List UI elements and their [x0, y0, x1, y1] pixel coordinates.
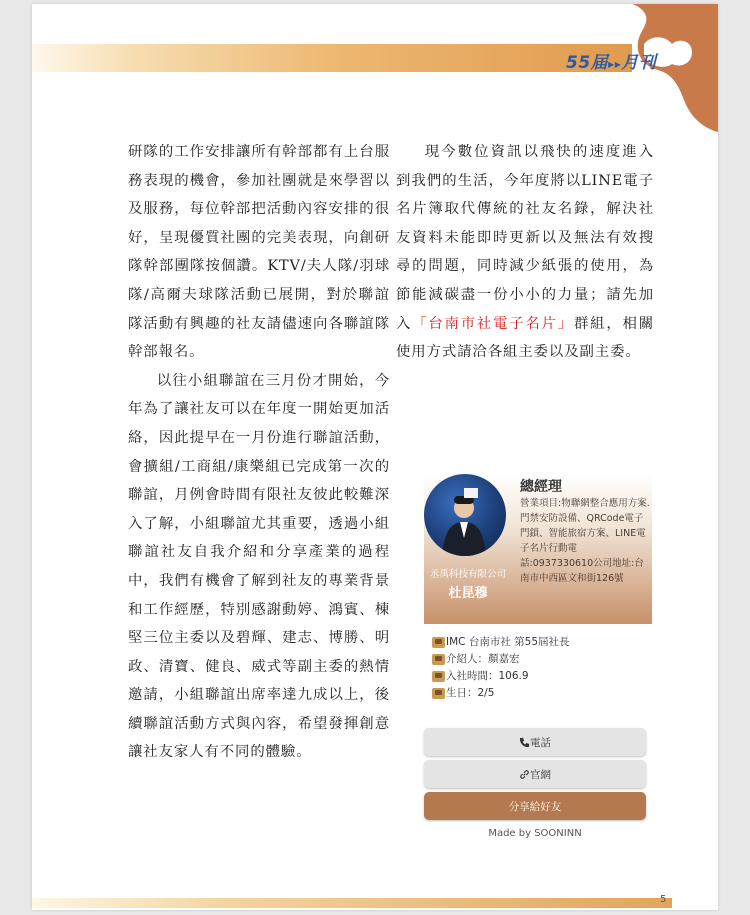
- left-column: [128, 138, 390, 767]
- info-row: [432, 634, 570, 651]
- right-paragraph: [396, 138, 654, 367]
- people-icon: [432, 688, 445, 699]
- people-icon: [432, 671, 445, 682]
- person-name: 杜昆穆: [448, 586, 488, 601]
- share-label: 分享給好友: [508, 800, 562, 813]
- share-button[interactable]: [424, 792, 646, 820]
- left-paragraph-2: 以往小組聯誼在三月份才開始，今年為了讓社友可以在年度一開始更加活絡，因此提早在一月份進行聯誼活動，會擴組/工商組/康樂組已完成第一次的聯誼，月例會時間有限社友彼此較難深入了解，小組聯誼尤其重要，透過小組聯誼社友自我介紹和分享產業的過程中，我們有機會了解到社友的專業背景和工作經歷，特別感謝動婷、鴻賓、棟堅三位主委以及碧輝、建志、博勝、明政、清寶、健良、威式等副主委的熱情邀請，小組聯誼出席率達九成以上，後續聯誼活動方式與內容，希望發揮創意讓社友家人有不同的體驗。: [128, 372, 390, 761]
- right-column: [396, 138, 654, 367]
- website-label: 官網: [530, 768, 551, 781]
- avatar: [424, 474, 506, 556]
- job-title: 總經理: [520, 479, 562, 495]
- info-row: [432, 685, 570, 702]
- people-icon: [432, 637, 445, 648]
- brand-number: 55届: [566, 53, 609, 73]
- phone-button[interactable]: [424, 728, 646, 756]
- right-paragraph-text: 現今數位資訊以飛快的速度進入到我們的生活，今年度將以LINE電子名片簿取代傳統的社友名錄，解決社友資料未能即時更新以及無法有效搜尋的問題，同時減少紙張的使用，為節能減碳盡一份小小的力量；請先加入: [396, 144, 654, 332]
- brand-logo: [566, 48, 656, 73]
- brand-word: 月刊: [621, 53, 657, 73]
- phone-label: 電話: [530, 736, 551, 749]
- info-join-date: 入社時間：106.9: [446, 670, 529, 682]
- company-name: 丞禹科技有限公司: [429, 569, 506, 580]
- member-info: [432, 634, 570, 702]
- people-icon: [432, 654, 445, 665]
- brand-arrows: ▸▸: [608, 57, 622, 71]
- page-number: 5: [660, 894, 667, 905]
- magazine-page: [32, 4, 718, 910]
- link-icon: [519, 769, 530, 780]
- info-row: [432, 668, 570, 685]
- made-by-credit: Made by SOONINN: [488, 828, 582, 839]
- line-business-card: [424, 474, 652, 846]
- info-row: [432, 651, 570, 668]
- info-introducer: 介紹人：顏嘉宏: [446, 653, 520, 665]
- left-paragraph-1: 研隊的工作安排讓所有幹部都有上台服務表現的機會，參加社團就是來學習以及服務，每位幹部把活動內容安排的很好，呈現優質社團的完美表現，向創研隊幹部團隊按個讚。KTV/夫人隊/羽球隊/高爾夫球隊活動已展開，對於聯誼隊活動有興趣的社友請儘速向各聯誼隊幹部報名。: [128, 144, 390, 361]
- right-paragraph-text-end: 群組，相關使用方式請洽各組主委以及副主委。: [396, 315, 654, 361]
- person-photo-icon: [424, 474, 506, 556]
- footer-gradient-bar: [32, 898, 672, 908]
- business-description: 營業項目:物聯網整合應用方案.門禁安防設備、QRCode電子門鎖、智能旅宿方案、LINE電子名片行動電話:0937330610公司地址:台南市中西區文和街126號: [520, 498, 650, 584]
- info-club: IMC 台南市社 第55屆社長: [446, 636, 570, 648]
- info-birthday: 生日：2/5: [446, 687, 495, 699]
- website-button[interactable]: [424, 760, 646, 788]
- phone-icon: [519, 737, 530, 748]
- header-gradient-bar: [32, 44, 632, 72]
- card-header: [424, 474, 652, 624]
- group-name-highlight: 「台南市社電子名片」: [412, 315, 574, 332]
